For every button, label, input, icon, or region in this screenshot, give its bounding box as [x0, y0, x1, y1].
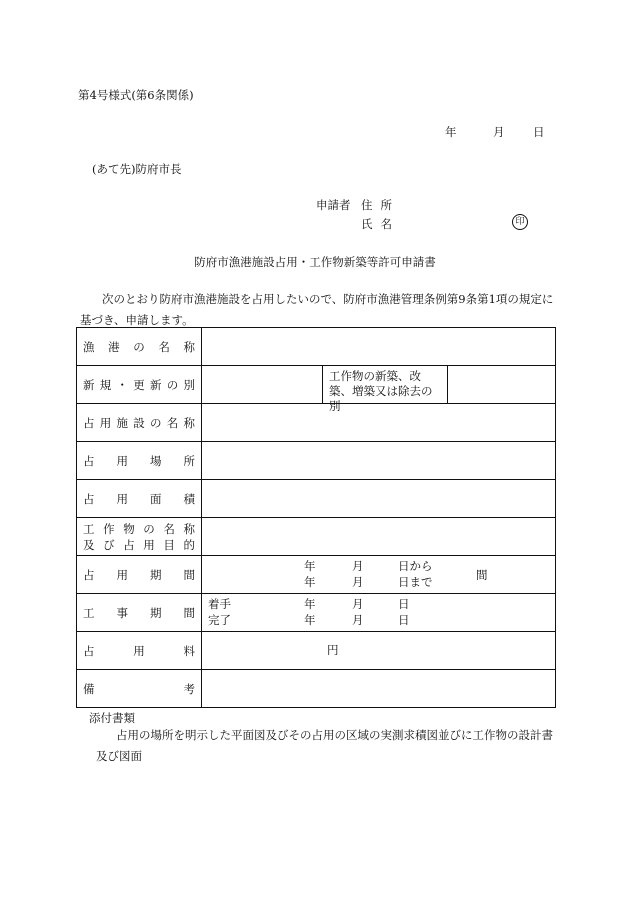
label-char: の [143, 521, 155, 536]
intro-text: 次のとおり防府市漁港施設を占用したいので、防府市漁港管理条例第9条第1項の規定に基づき、申請します。 [80, 292, 554, 327]
label-char: 漁 [83, 339, 95, 354]
seal-mark: 印 [512, 214, 528, 230]
label-char: 施 [116, 415, 128, 430]
label-char: 設 [133, 415, 145, 430]
occupancy-period-field[interactable] [202, 556, 556, 594]
construction-period-field[interactable] [202, 594, 556, 632]
attachment-body: 占用の場所を明示した平面図及びその占用の区域の実測求積図並びに工作物の設計書及び図面 [96, 728, 553, 763]
label-construction-period [77, 594, 202, 632]
table-row [77, 404, 556, 442]
spread-text [83, 567, 195, 583]
table-row [77, 480, 556, 518]
label-char: の [150, 415, 162, 430]
label-remarks [77, 670, 202, 708]
label-occupancy-period [77, 556, 202, 594]
until-day: 日まで [398, 575, 433, 589]
label-char: 用 [116, 491, 128, 506]
label-char: の [133, 339, 145, 354]
label-char: 占 [83, 491, 95, 506]
new-renewal-cell [202, 366, 556, 413]
date-month: 月 [493, 125, 505, 139]
spread-text [83, 339, 195, 355]
label-char: 更 [133, 377, 145, 392]
label-char: 港 [108, 339, 120, 354]
port-name-field[interactable] [202, 328, 556, 366]
label-char: 用 [116, 567, 128, 582]
spread-text [83, 415, 195, 431]
label-char: 面 [150, 491, 162, 506]
area-field[interactable] [202, 480, 556, 518]
applicant-address-label: 住所 [361, 198, 400, 212]
spread-text [83, 491, 195, 507]
start-label: 着手 [208, 597, 231, 611]
label-char: 用 [143, 537, 155, 552]
label-char: 積 [183, 491, 195, 506]
table-row [77, 670, 556, 708]
label-char: 占 [83, 567, 95, 582]
addressee: (あて先)防府市長 [92, 162, 182, 176]
label-char: 名 [166, 415, 179, 430]
complete-day: 日 [398, 613, 410, 627]
table-row [77, 328, 556, 366]
label-char: 期 [150, 605, 162, 620]
label-char: 用 [116, 453, 128, 468]
label-char: 工 [83, 521, 95, 536]
spread-text [83, 521, 195, 537]
construction-period-dates [202, 594, 555, 631]
label-char: 占 [83, 415, 95, 430]
from-day: 日から [398, 559, 433, 573]
remarks-field[interactable] [202, 670, 556, 708]
start-month: 月 [352, 597, 364, 611]
construction-type-label: 工作物の新築、改築、増築又は除去の別 [323, 366, 448, 403]
label-location [77, 442, 202, 480]
label-char: 占 [83, 453, 95, 468]
until-year: 年 [304, 575, 316, 589]
spread-text [83, 605, 195, 621]
table-row [77, 518, 556, 556]
label-char: 用 [133, 643, 145, 658]
document-title: 防府市漁港施設占用・工作物新築等許可申請書 [194, 255, 436, 269]
label-char: 料 [183, 643, 195, 658]
label-char: ・ [116, 377, 128, 392]
label-char: 別 [183, 377, 195, 392]
label-char: 用 [99, 415, 112, 430]
label-structure [77, 518, 202, 556]
applicant-name-label: 氏名 [361, 217, 400, 231]
label-char: 場 [150, 453, 162, 468]
complete-label: 完了 [208, 613, 231, 627]
complete-month: 月 [352, 613, 364, 627]
label-char: 称 [183, 521, 195, 536]
label-facility-name [77, 404, 202, 442]
table-row [77, 442, 556, 480]
label-char: 物 [123, 521, 135, 536]
label-new-renewal [77, 366, 202, 404]
fee-unit: 円 [327, 643, 339, 657]
spread-text [83, 537, 195, 553]
fee-field[interactable] [202, 632, 556, 670]
start-year: 年 [304, 597, 316, 611]
table-row [77, 632, 556, 670]
spread-text [83, 377, 195, 393]
date-year: 年 [445, 125, 457, 139]
table-row [77, 594, 556, 632]
label-char: び [103, 537, 115, 552]
label-char: 規 [99, 377, 112, 392]
spread-text [83, 681, 195, 697]
label-char: 目 [163, 537, 175, 552]
application-table [76, 327, 556, 708]
label-char: 期 [150, 567, 162, 582]
construction-type-field[interactable] [448, 366, 555, 403]
fee-content [202, 632, 555, 669]
label-char: 占 [83, 643, 95, 658]
label-char: 工 [83, 605, 95, 620]
label-char: の [166, 377, 179, 392]
label-char: 所 [183, 453, 195, 468]
structure-field[interactable] [202, 518, 556, 556]
spread-text [83, 453, 195, 469]
label-char: 備 [83, 681, 95, 696]
label-char: 名 [163, 521, 175, 536]
label-char: 称 [183, 339, 195, 354]
label-char: 占 [123, 537, 135, 552]
table-row [77, 366, 556, 404]
form-number: 第4号様式(第6条関係) [78, 88, 194, 102]
complete-year: 年 [304, 613, 316, 627]
from-month: 月 [352, 559, 364, 573]
facility-name-field[interactable] [202, 404, 556, 442]
new-renewal-inner [202, 366, 555, 413]
label-port-name [77, 328, 202, 366]
date-line [445, 124, 545, 140]
occupancy-period-dates [202, 556, 555, 593]
start-day: 日 [398, 597, 410, 611]
until-month: 月 [352, 575, 364, 589]
label-char: 称 [183, 415, 195, 430]
label-char: 名 [158, 339, 170, 354]
label-char: 考 [183, 681, 195, 696]
label-char: 作 [103, 521, 115, 536]
label-area [77, 480, 202, 518]
label-char: 的 [183, 537, 195, 552]
label-char: 事 [116, 605, 128, 620]
table-row [77, 556, 556, 594]
applicant-label: 申請者 [316, 198, 351, 212]
label-fee [77, 632, 202, 670]
label-char: 新 [83, 377, 95, 392]
spread-text [83, 643, 195, 659]
date-day: 日 [533, 125, 545, 139]
new-renewal-field[interactable] [202, 366, 323, 403]
label-char: 及 [83, 537, 95, 552]
from-year: 年 [304, 559, 316, 573]
location-field[interactable] [202, 442, 556, 480]
label-char: 間 [183, 567, 195, 582]
label-char: 間 [183, 605, 195, 620]
duration-label: 間 [476, 568, 488, 582]
attachment-label: 添付書類 [89, 711, 135, 725]
label-char: 新 [150, 377, 162, 392]
